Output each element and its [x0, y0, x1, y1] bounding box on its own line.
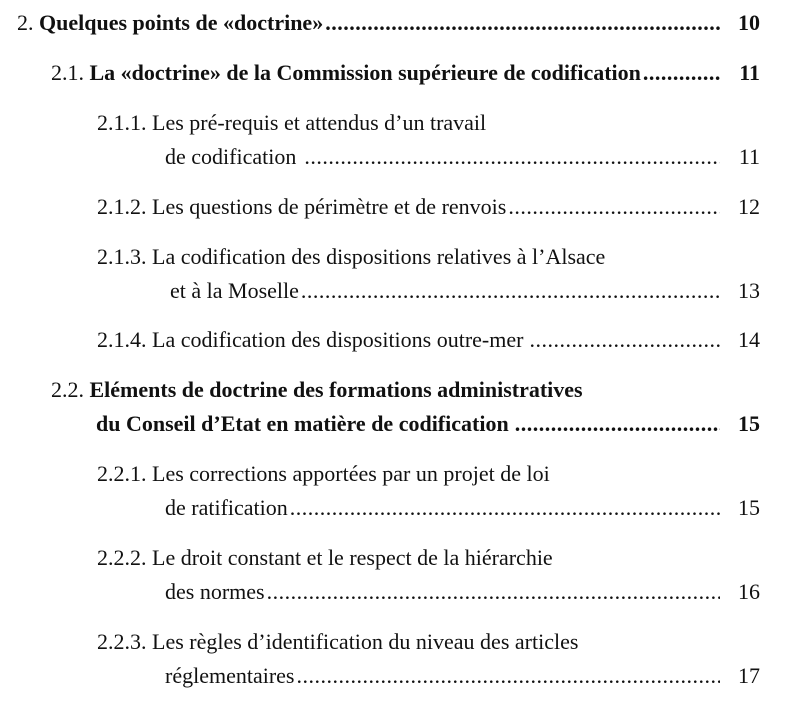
dot-leader [297, 661, 721, 691]
page-number: 11 [739, 60, 760, 85]
section-number: 2.1.1. [97, 110, 147, 135]
dot-leader [643, 58, 720, 88]
section-number: 2.2. [51, 377, 84, 402]
section-title: Quelques points de «doctrine» [39, 10, 324, 35]
section-number: 2.1.2. [97, 194, 147, 219]
dot-leader [529, 325, 720, 355]
dot-leader [301, 276, 720, 306]
section-title-continuation: du Conseil d’Etat en matière de codification [96, 411, 509, 436]
section-title: La codification des dispositions outre-mer [152, 327, 524, 352]
section-title: Les corrections apportées par un projet de loi [152, 461, 550, 486]
page-number: 16 [738, 579, 760, 604]
toc-entry-line [97, 192, 720, 222]
section-number: 2. [17, 10, 34, 35]
toc-entry-line [51, 58, 720, 88]
dot-leader [267, 577, 720, 607]
toc-entry-continuation [165, 577, 720, 607]
page-number: 10 [738, 10, 760, 35]
section-title: La codification des dispositions relatives à l’Alsace [152, 244, 606, 269]
page-number: 15 [738, 495, 760, 520]
dot-leader [325, 8, 720, 38]
dot-leader [304, 142, 720, 172]
toc-entry-continuation [165, 493, 720, 523]
toc-entry-continuation [165, 142, 720, 172]
section-title: La «doctrine» de la Commission supérieure de codification [89, 60, 641, 85]
page-number: 15 [738, 411, 760, 436]
section-title: Eléments de doctrine des formations administratives [89, 377, 583, 402]
dot-leader [508, 192, 720, 222]
page-number: 12 [738, 194, 760, 219]
toc-entry-continuation [170, 276, 720, 306]
section-title-continuation: de codification [165, 144, 297, 169]
section-number: 2.2.2. [97, 545, 147, 570]
section-title: Les questions de périmètre et de renvois [152, 194, 507, 219]
page-number: 11 [738, 144, 760, 169]
toc-entry-line [97, 325, 720, 355]
dot-leader [515, 409, 720, 439]
section-title: Le droit constant et le respect de la hiérarchie [152, 545, 553, 570]
section-title-continuation: de ratification [165, 495, 288, 520]
toc-entry-line [97, 627, 578, 657]
toc-entry-line [97, 543, 553, 573]
page-number: 13 [738, 278, 760, 303]
section-title-continuation: réglementaires [165, 663, 295, 688]
section-title-continuation: des normes [165, 579, 265, 604]
toc-entry-continuation [96, 409, 720, 439]
section-number: 2.1.4. [97, 327, 147, 352]
dot-leader [290, 493, 720, 523]
toc-entry-line [51, 375, 583, 405]
toc-entry-continuation [165, 661, 720, 691]
toc-entry-line [17, 8, 720, 38]
toc-entry-line [97, 242, 605, 272]
page-number: 17 [738, 663, 760, 688]
section-title-continuation: et à la Moselle [170, 278, 299, 303]
section-number: 2.2.1. [97, 461, 147, 486]
section-number: 2.2.3. [97, 629, 147, 654]
section-title: Les pré-requis et attendus d’un travail [152, 110, 487, 135]
section-number: 2.1.3. [97, 244, 147, 269]
page-number: 14 [738, 327, 760, 352]
section-number: 2.1. [51, 60, 84, 85]
toc-entry-line [97, 108, 486, 138]
toc-entry-line [97, 459, 550, 489]
section-title: Les règles d’identification du niveau des articles [152, 629, 579, 654]
